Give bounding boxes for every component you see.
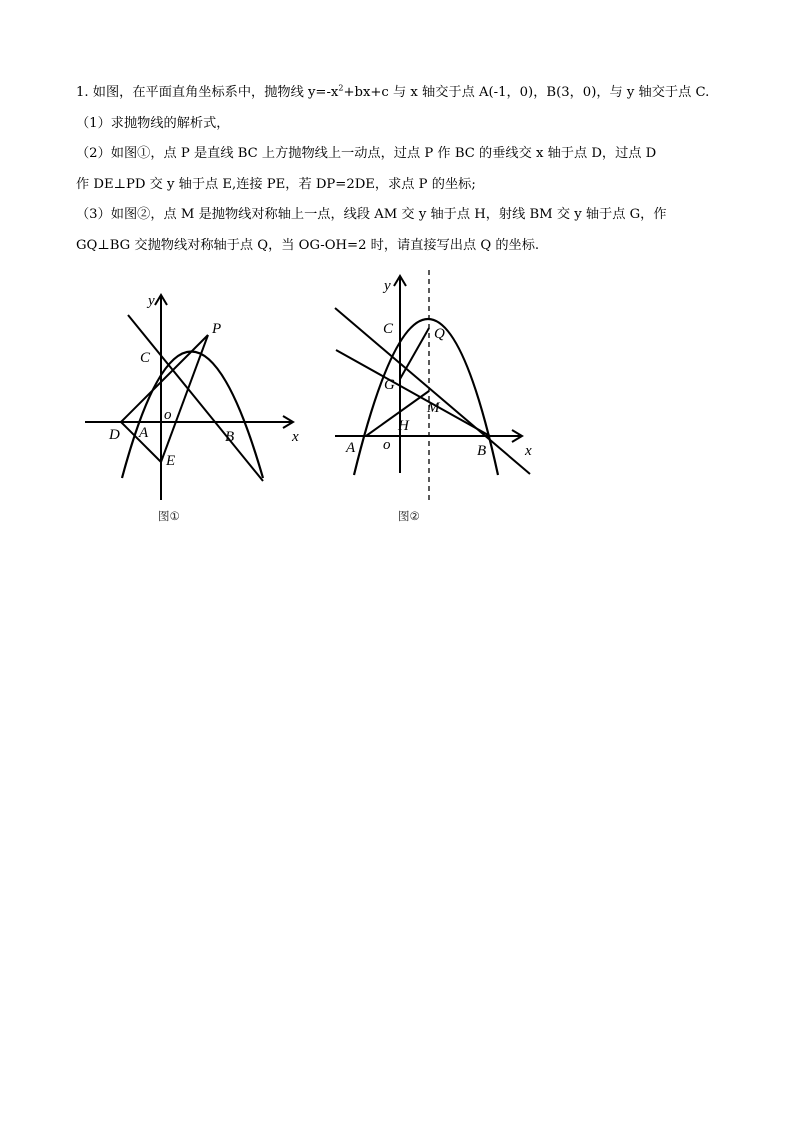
fig1-label-e: E xyxy=(166,453,176,469)
fig2-label-c: C xyxy=(383,321,394,337)
fig2-label-h: H xyxy=(398,418,409,434)
fig1-label-a: A xyxy=(139,425,149,441)
fig1-label-p: P xyxy=(212,321,222,337)
fig1-label-o: o xyxy=(164,407,172,423)
intro-prefix: 1. 如图，在平面直角坐标系中，抛物线 y=-x xyxy=(76,85,339,100)
problem-part2-line1: （2）如图①，点 P 是直线 BC 上方抛物线上一动点，过点 P 作 BC 的垂线交 x 轴于点 D，过点 D xyxy=(76,146,657,161)
figure-1-caption: 图① xyxy=(158,509,180,523)
fig2-label-x: x xyxy=(525,443,532,459)
fig1-label-y: y xyxy=(148,293,155,309)
figure-2-caption: 图② xyxy=(398,509,420,523)
fig2-label-b: B xyxy=(477,443,487,459)
figure-2-diagram xyxy=(330,268,545,524)
fig2-ray-bm xyxy=(336,350,490,436)
problem-part3-line2: GQ⊥BG 交抛物线对称轴于点 Q，当 OG-OH=2 时，请直接写出点 Q 的坐标. xyxy=(76,237,540,253)
fig1-label-d: D xyxy=(109,427,120,443)
fig2-label-y: y xyxy=(384,278,391,294)
fig2-line-cb xyxy=(335,308,530,474)
fig2-label-a: A xyxy=(346,440,356,456)
problem-part1: （1）求抛物线的解析式， xyxy=(76,115,230,131)
fig2-label-g: G xyxy=(384,377,395,393)
figure-1 xyxy=(80,285,305,520)
fig2-label-m: M xyxy=(427,400,440,416)
problem-text xyxy=(76,78,736,261)
problem-intro xyxy=(76,78,736,109)
fig2-label-o: o xyxy=(383,437,391,453)
fig1-label-x: x xyxy=(292,429,299,445)
fig1-parabola xyxy=(122,352,263,479)
intro-suffix: +bx+c 与 x 轴交于点 A(-1，0)，B(3，0)，与 y 轴交于点 C. xyxy=(343,85,710,100)
fig2-label-q: Q xyxy=(434,326,445,342)
problem-part3-line1: （3）如图②，点 M 是抛物线对称轴上一点，线段 AM 交 y 轴于点 H，射线 BM 交 y 轴于点 G，作 xyxy=(76,207,667,222)
intro-superscript: 2 xyxy=(338,83,344,93)
problem-part2-line2: 作 DE⊥PD 交 y 轴于点 E,连接 PE，若 DP=2DE，求点 P 的坐标; xyxy=(76,176,476,192)
fig1-label-c: C xyxy=(140,350,151,366)
figure-2 xyxy=(330,268,545,524)
figure-1-diagram xyxy=(80,285,305,520)
fig1-line-pe xyxy=(161,335,208,462)
fig1-label-b: B xyxy=(225,429,235,445)
